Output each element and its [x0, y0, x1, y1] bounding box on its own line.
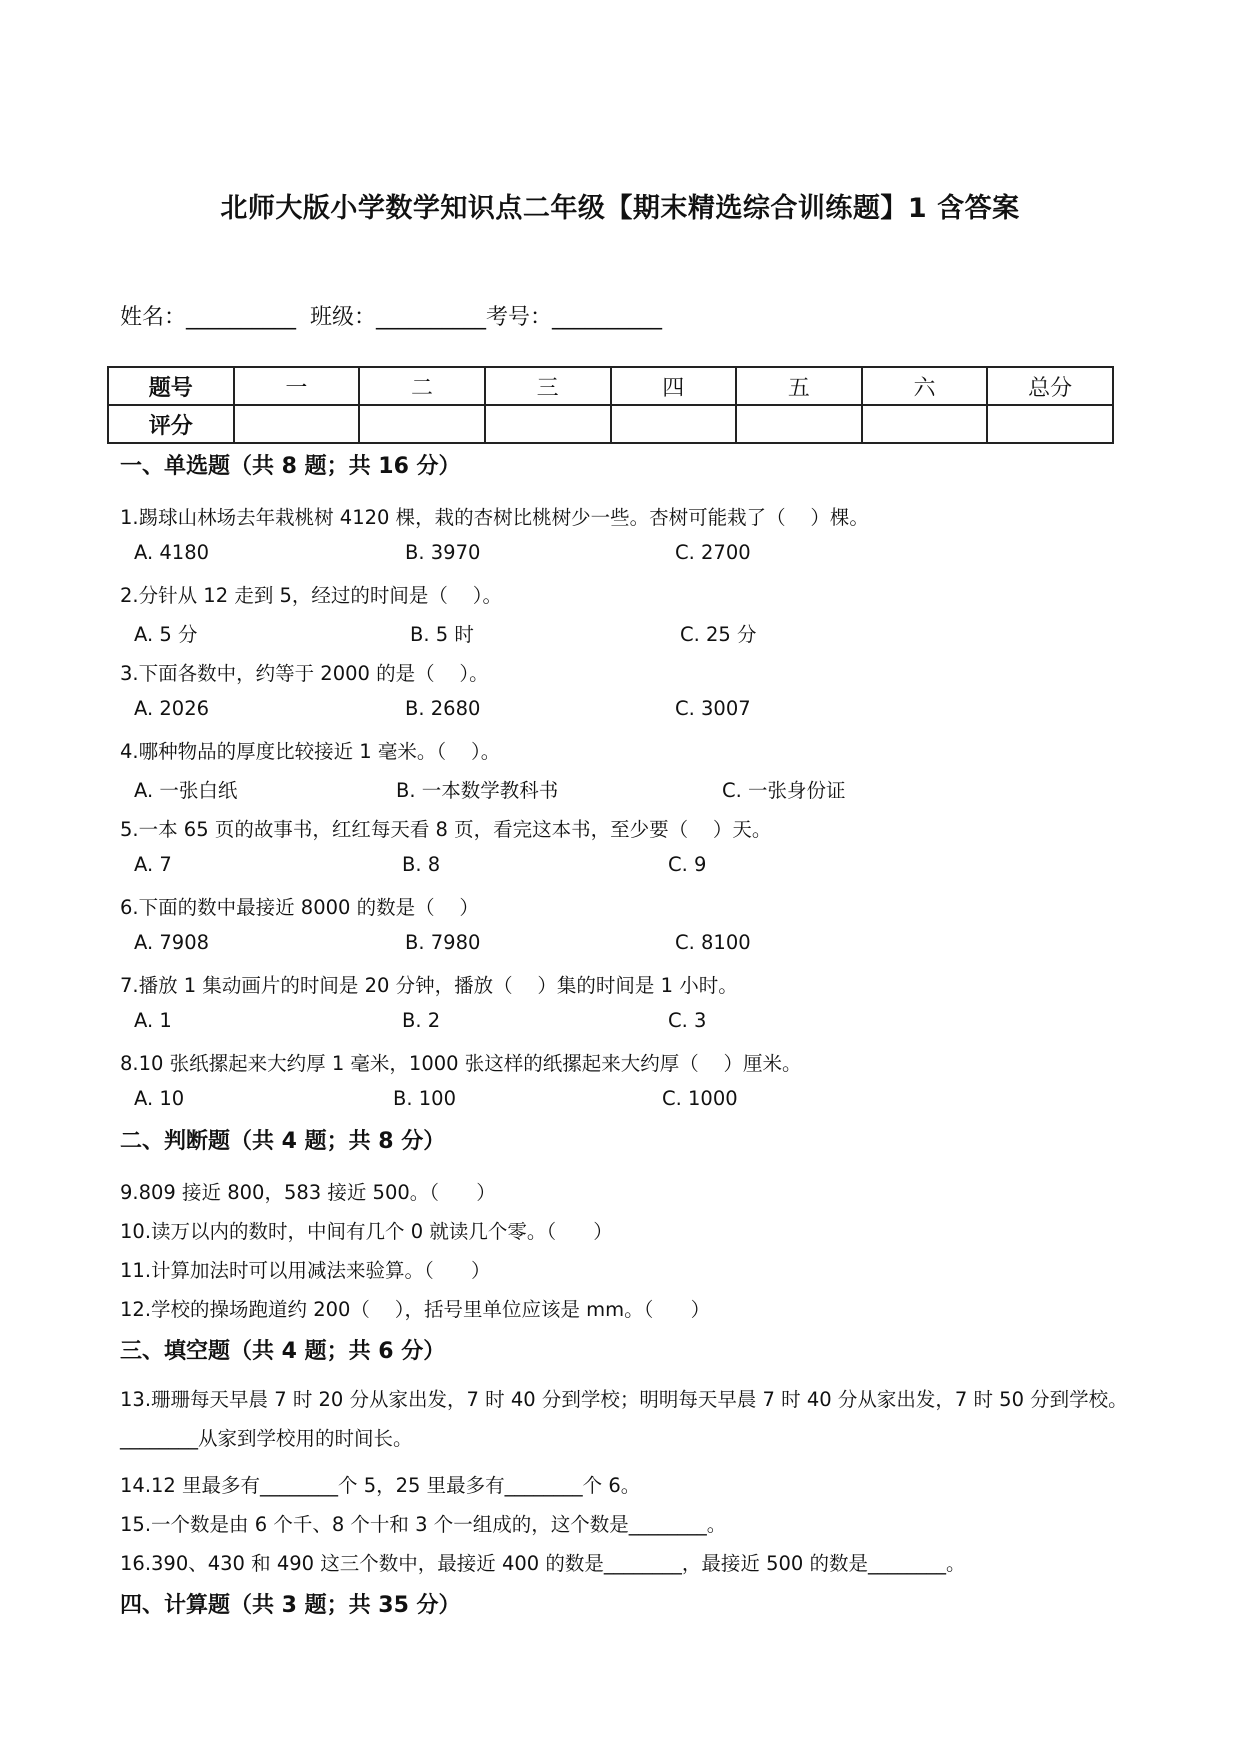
- score-cell: [485, 405, 611, 443]
- option-a: A. 2026: [134, 697, 210, 720]
- option-a: A. 5 分: [134, 623, 198, 646]
- question-6: 6.下面的数中最接近 8000 的数是（ ）: [120, 896, 479, 919]
- section-heading-fill-blank: 三、填空题（共 4 题；共 6 分）: [120, 1339, 446, 1364]
- option-b: B. 7980: [405, 931, 481, 954]
- score-cell: [234, 405, 360, 443]
- option-a: A. 7908: [134, 931, 210, 954]
- option-c: C. 2700: [675, 541, 751, 564]
- option-b: B. 2: [402, 1009, 441, 1032]
- option-b: B. 100: [393, 1087, 456, 1110]
- score-cell: [987, 405, 1113, 443]
- score-header-label: 题号: [108, 367, 234, 405]
- question-12: 12.学校的操场跑道约 200（ ），括号里单位应该是 mm。（ ）: [120, 1298, 711, 1321]
- option-c: C. 9: [668, 853, 707, 876]
- score-header-cell: 一: [234, 367, 360, 405]
- option-c: C. 3007: [675, 697, 751, 720]
- question-2: 2.分针从 12 走到 5，经过的时间是（ ）。: [120, 584, 502, 607]
- score-cell: [862, 405, 988, 443]
- question-14: 14.12 里最多有________个 5，25 里最多有________个 6。: [120, 1474, 641, 1497]
- option-a: A. 4180: [134, 541, 210, 564]
- section-heading-calculation: 四、计算题（共 3 题；共 35 分）: [120, 1593, 461, 1618]
- score-header-cell: 总分: [987, 367, 1113, 405]
- name-field: 姓名：__________: [120, 305, 297, 330]
- option-b: B. 一本数学教科书: [396, 779, 559, 802]
- score-cell: [736, 405, 862, 443]
- question-10: 10.读万以内的数时，中间有几个 0 就读几个零。（ ）: [120, 1220, 613, 1243]
- exam-number-field: 考号：__________: [486, 305, 663, 330]
- option-c: C. 8100: [675, 931, 751, 954]
- question-3: 3.下面各数中，约等于 2000 的是（ ）。: [120, 662, 489, 685]
- option-c: C. 3: [668, 1009, 707, 1032]
- score-cell: [359, 405, 485, 443]
- score-header-cell: 五: [736, 367, 862, 405]
- option-c: C. 1000: [662, 1087, 738, 1110]
- question-5: 5.一本 65 页的故事书，红红每天看 8 页，看完这本书，至少要（ ）天。: [120, 818, 772, 841]
- question-7: 7.播放 1 集动画片的时间是 20 分钟，播放（ ）集的时间是 1 小时。: [120, 974, 738, 997]
- score-header-cell: 三: [485, 367, 611, 405]
- section-heading-true-false: 二、判断题（共 4 题；共 8 分）: [120, 1129, 446, 1154]
- section-heading-single-choice: 一、单选题（共 8 题；共 16 分）: [120, 454, 461, 479]
- option-a: A. 7: [134, 853, 172, 876]
- option-c: C. 一张身份证: [722, 779, 846, 802]
- score-cell: [611, 405, 737, 443]
- question-13: 13.珊珊每天早晨 7 时 20 分从家出发，7 时 40 分到学校；明明每天早晨 7 时 40 分从家出发，7 时 50 分到学校。________从家到学校用的时间长。: [120, 1388, 1128, 1450]
- score-table-header-row: [108, 367, 1113, 405]
- question-15: 15.一个数是由 6 个千、8 个十和 3 个一组成的，这个数是________。: [120, 1513, 727, 1536]
- option-b: B. 2680: [405, 697, 481, 720]
- score-table: [107, 366, 1114, 444]
- score-header-cell: 二: [359, 367, 485, 405]
- question-11: 11.计算加法时可以用减法来验算。（ ）: [120, 1259, 491, 1282]
- question-9: 9.809 接近 800，583 接近 500。（ ）: [120, 1181, 496, 1204]
- option-b: B. 8: [402, 853, 441, 876]
- score-header-cell: 四: [611, 367, 737, 405]
- option-b: B. 5 时: [410, 623, 474, 646]
- option-a: A. 10: [134, 1087, 185, 1110]
- option-c: C. 25 分: [680, 623, 757, 646]
- class-field: 班级：__________: [296, 305, 487, 330]
- question-4: 4.哪种物品的厚度比较接近 1 毫米。（ ）。: [120, 740, 501, 763]
- score-table-score-row: [108, 405, 1113, 443]
- score-row-label: 评分: [108, 405, 234, 443]
- question-8: 8.10 张纸摞起来大约厚 1 毫米，1000 张这样的纸摞起来大约厚（ ）厘米。: [120, 1052, 802, 1075]
- page-title: 北师大版小学数学知识点二年级【期末精选综合训练题】1 含答案: [220, 193, 1020, 224]
- option-b: B. 3970: [405, 541, 481, 564]
- question-1: 1.踢球山林场去年栽桃树 4120 棵，栽的杏树比桃树少一些。杏树可能栽了（ ）棵。: [120, 506, 869, 529]
- option-a: A. 一张白纸: [134, 779, 238, 802]
- option-a: A. 1: [134, 1009, 172, 1032]
- question-16: 16.390、430 和 490 这三个数中，最接近 400 的数是________，最接近 500 的数是________。: [120, 1552, 966, 1575]
- student-info-line: [120, 300, 662, 331]
- score-header-cell: 六: [862, 367, 988, 405]
